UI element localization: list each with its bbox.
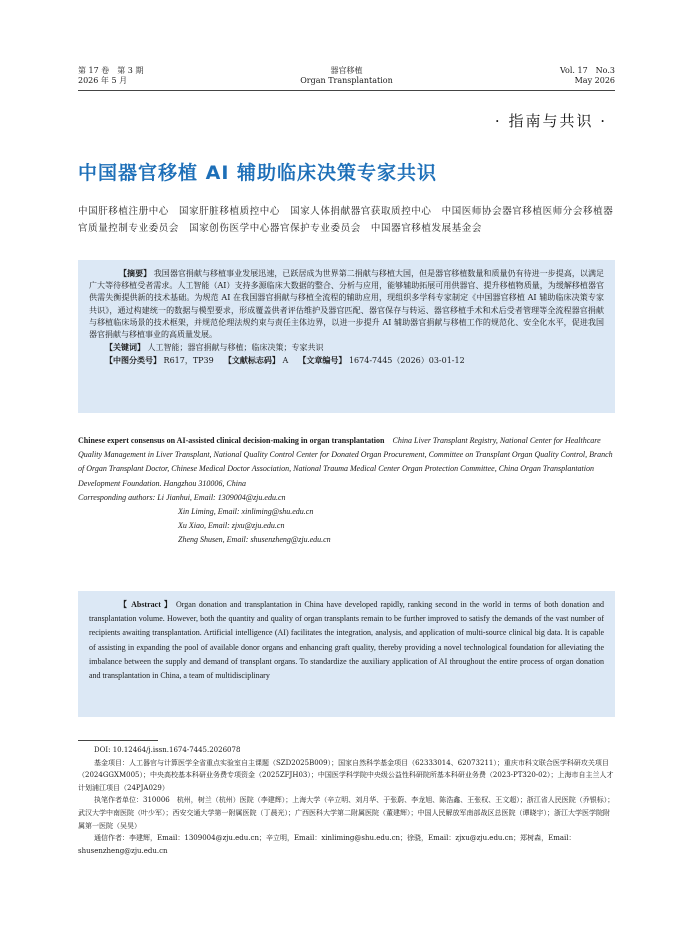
keywords: 人工智能；器官捐献与移植；临床决策；专家共识 xyxy=(147,343,324,353)
journal-issue-en: Vol. 17 No.3 May 2026 xyxy=(560,66,615,85)
abstract-zh-text: 我国器官捐献与移植事业发展迅速，已跃居成为世界第二捐献与移植大国，但是器官移植数量和质量仍有待进一步提高，以满足广大等待移植受者需求。人工智能（AI）支持多源临床大数据的整合、分析与应用，能够辅助拓展可用供器官、提升移植物质量，为缓解移植器官供需失衡提供新的技术基础。为规范 AI 在我国器官捐献与移植全流程的辅助应用，现组织多学科专家制定《中国器官移植 AI 辅助临床决策专家共识》，通过构建统一的数据与模型要求，形成覆盖供者评估维护及器官匹配、器官保存与转运、器官移植手术和术后受者管理等全流程器官捐献与移植临床场景的技术框架，并规范伦理法规约束与责任主体边界，以进一步提升 AI 辅助器官捐献与移植工作的规范化、安全化水平，促进我国器官捐献与移植事业的高质量发展。 xyxy=(89,269,605,340)
class-value: R617，TP39 xyxy=(163,356,214,366)
contact: 通信作者：李建辉，Email：1309004@zju.edu.cn；辛立明，Email：xinliming@shu.edu.cn；徐骁，Email：zjxu@zju.edu.cn；郑树森，Email：shusenzheng@zju.edu.cn xyxy=(78,834,576,855)
keywords-line xyxy=(105,341,604,354)
corr-author-1: Li Jianhui, Email: 1309004@zju.edu.cn xyxy=(157,492,286,502)
authors-zh: 中国肝移植注册中心 国家肝脏移植质控中心 国家人体捐献器官获取质控中心 中国医师协会器官移植医师分会移植器官质量控制专业委员会 国家创伤医学中心器官保护专业委员会 中国器官移植发展基金会 xyxy=(78,206,614,234)
english-title-orgs xyxy=(78,434,615,491)
english-orgs: China Liver Transplant Registry, National Center for Healthcare Quality Management in Liver Transplant, National Quality Control Center for Donated Organ Procurement, Committee on Transplant Organ Quality Control, Branch of Organ Transplant Doctor, Chinese Medical Doctor Association, National Trauma Medical Center Organ Protection Committee, China Organ Transplantation Development Foundation. Hangzhou 310006, China xyxy=(78,436,613,488)
corr-label: Corresponding authors: xyxy=(78,492,156,502)
abstract-en-text: Organ donation and transplantation in China have developed rapidly, ranking second in the world in terms of both donation and transplantation volume. However, both the quantity and quality of organ transplants remain to be further improved to satisfy the demands of the vast number of recipients awaiting transplantation. Artificial intelligence (AI) facilitates the integration, analysis, and application of multi-source clinical big data. It is capable of assisting in expanding the pool of available donor organs and enhancing graft quality, thereby providing a novel technological foundation for alleviating the imbalance between the supply and demand of transplant organs. To standardize the auxiliary application of AI throughout the entire process of organ donation and transplantation in China, a team of multidisciplinary xyxy=(89,600,604,681)
english-title: Chinese expert consensus on AI-assisted clinical decision-making in organ transplantation xyxy=(78,436,385,445)
abstract-zh-label: 【摘要】 xyxy=(119,268,152,278)
paper-title: 中国器官移植 AI 辅助临床决策专家共识 xyxy=(78,162,438,184)
corr-author-3: Xu Xiao, Email: zjxu@zju.edu.cn xyxy=(178,521,285,531)
doi: DOI: 10.12464/j.issn.1674-7445.2026078 xyxy=(94,746,241,754)
corresponding-authors xyxy=(78,491,615,505)
classification-line xyxy=(105,354,604,367)
abstract-zh xyxy=(78,260,615,413)
class-label: 【中图分类号】 xyxy=(105,355,161,366)
article-value: 1674-7445（2026）03-01-12 xyxy=(348,356,465,366)
funding: 基金项目：人工器官与计算医学全省重点实验室自主课题（SZD2025B009）；国家自然科学基金项目（62333014、62073211）；重庆市科文联合医学科研攻关项目（2024GGXM005）；中央高校基本科研业务费专项资金（2025ZFJH03）；中国医学科学院中央级公益性科研院所基本科研业务费（2023-PT320-02）；上海市自主兰人才计划浦江项目（24PJA029） xyxy=(78,758,614,792)
section-label: · 指南与共识 · xyxy=(494,112,607,130)
abstract-en-label: 【 Abstract 】 xyxy=(119,600,173,609)
corr-author-2: Xin Liming, Email: xinliming@shu.edu.cn xyxy=(178,507,314,517)
keywords-label: 【关键词】 xyxy=(105,342,145,353)
doc-value: A xyxy=(282,356,289,366)
header-rule xyxy=(78,90,615,91)
abstract-en xyxy=(78,591,615,717)
running-header xyxy=(78,66,615,92)
author-units: 执笔作者单位：310006 杭州，树兰（杭州）医院（李建辉）；上海大学（辛立明、刘月华、于张蔚、李龙旭、陈浩鑫、王张权、王文超）；浙江省人民医院（乔银标）；武汉大学中南医院（叶少军）；西安交通大学第一附属医院（丁晨光）；广西医科大学第二附属医院（董建辉）；中国人民解放军南部战区总医院（谭晓宇）；浙江大学医学院附属第一医院（吴昊） xyxy=(78,796,615,830)
journal-name: 器官移植 Organ Transplantation xyxy=(300,66,393,85)
article-label: 【文章编号】 xyxy=(298,355,347,366)
corr-author-4: Zheng Shusen, Email: shusenzheng@zju.edu.cn xyxy=(178,535,331,545)
footnotes xyxy=(78,744,615,857)
abstract-zh-body xyxy=(89,267,604,341)
journal-issue-zh: 第 17 卷 第 3 期 2026 年 5 月 xyxy=(78,66,144,85)
footnote-rule xyxy=(78,740,158,741)
doc-label: 【文献标志码】 xyxy=(223,355,280,366)
english-front-matter xyxy=(78,434,615,548)
